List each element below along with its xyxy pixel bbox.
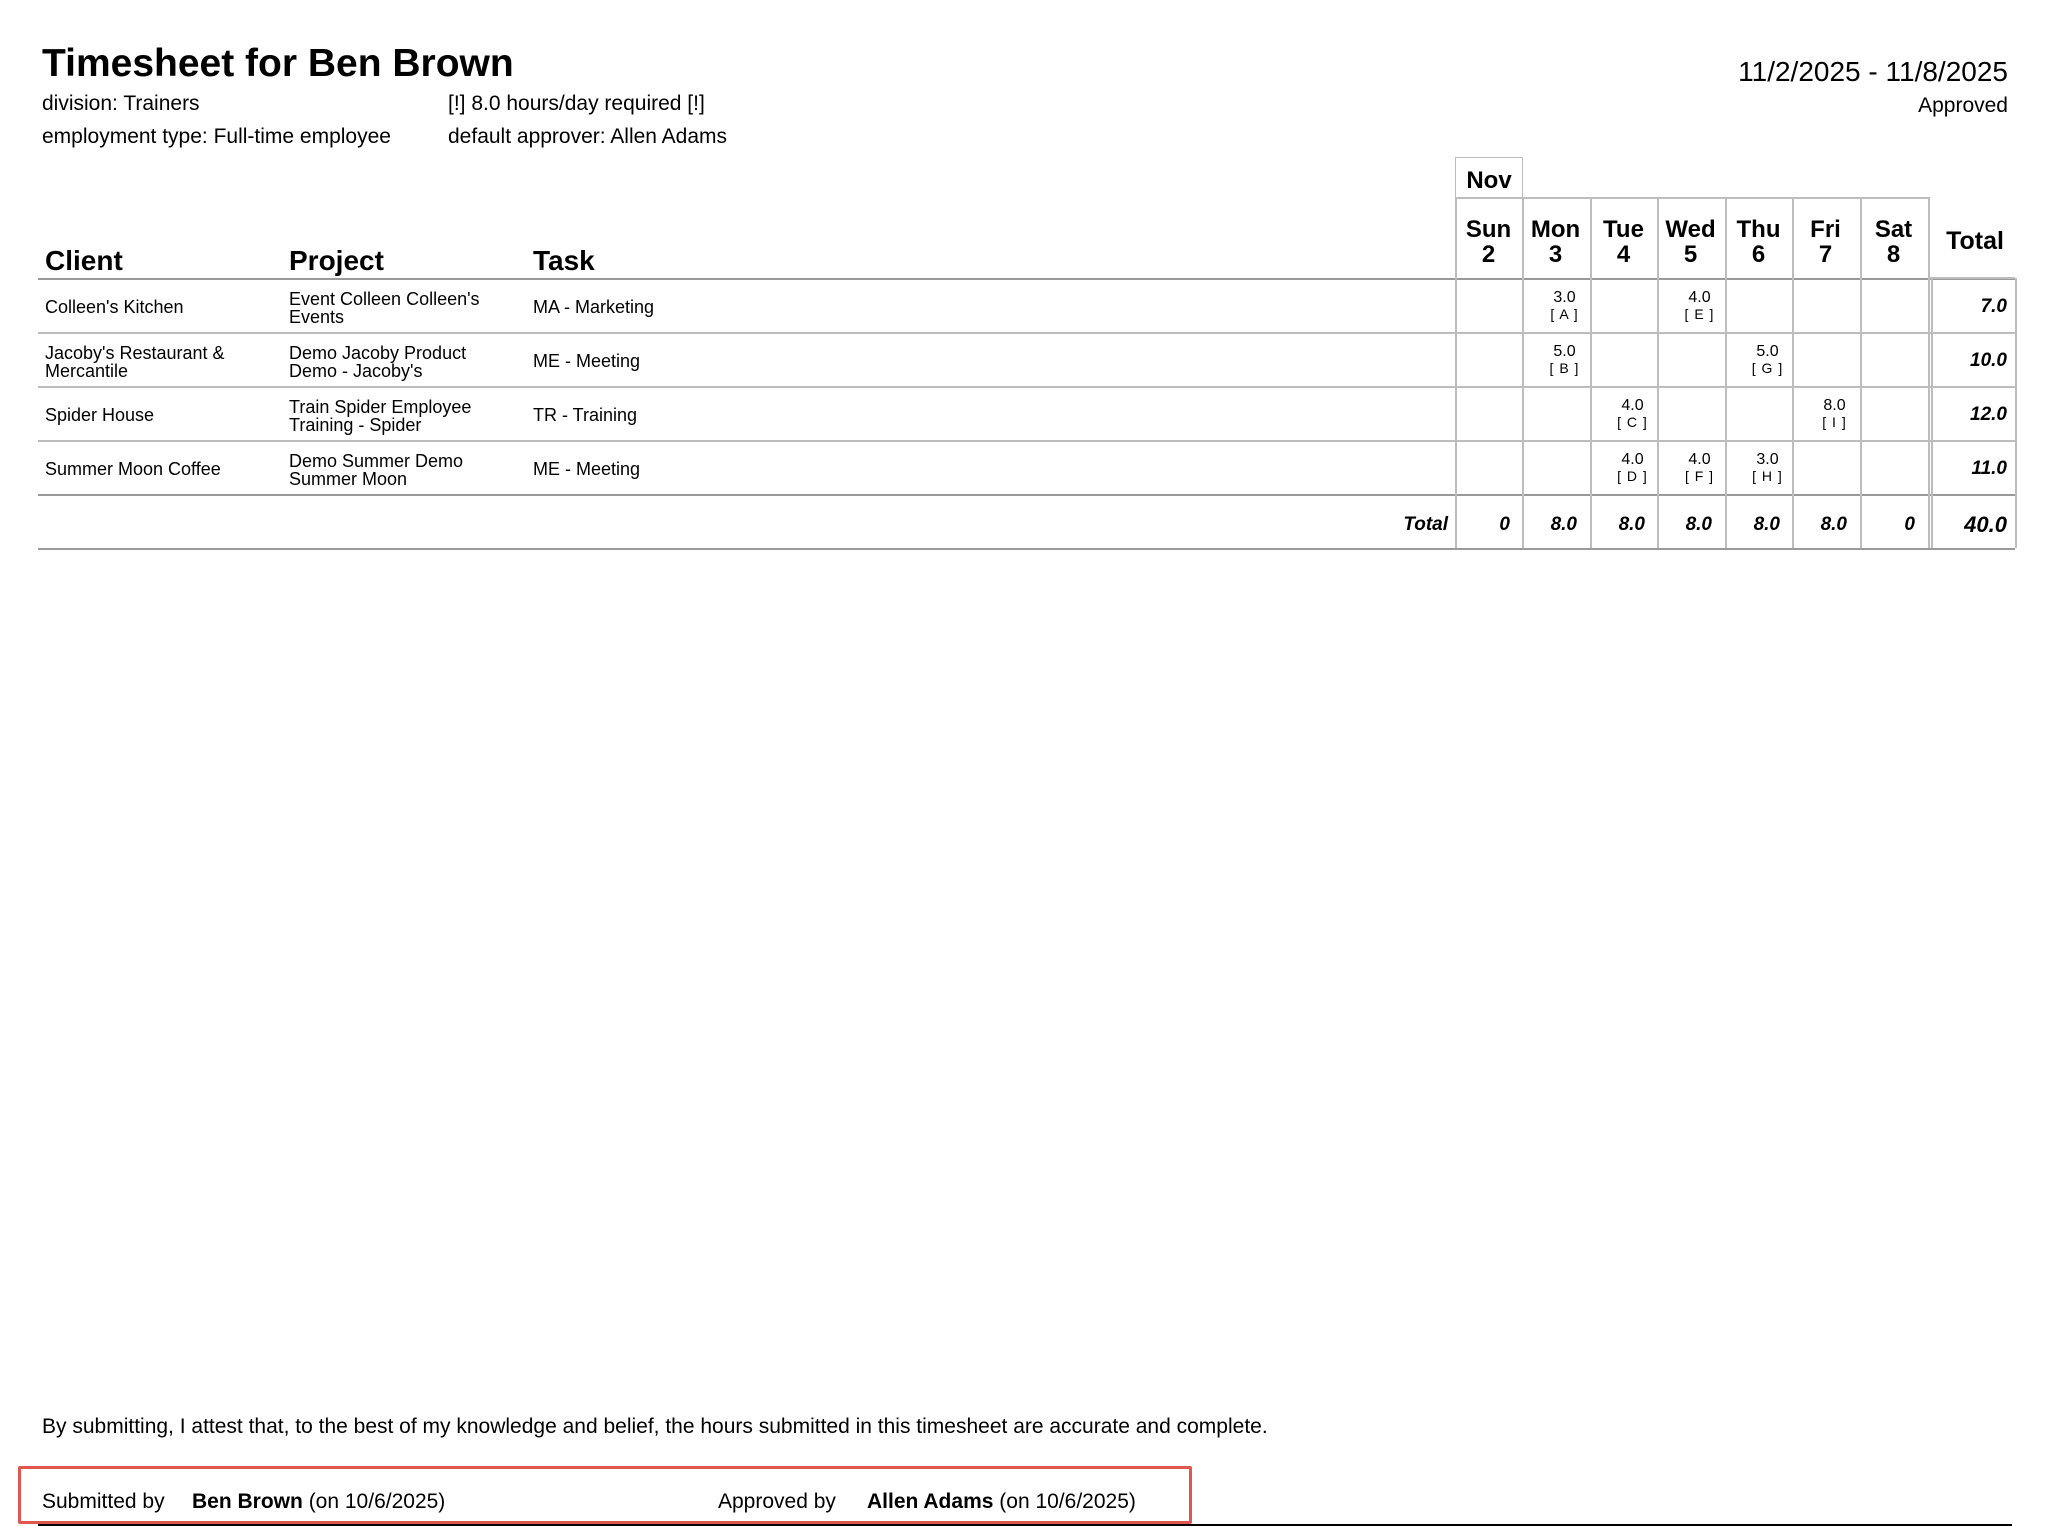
default-approver-label: default approver: Allen Adams — [448, 125, 728, 148]
day-name: Mon — [1530, 216, 1581, 243]
column-header-task: Task — [533, 245, 595, 276]
task-cell: ME - Meeting — [533, 459, 641, 479]
hours-value: 3.0 — [1553, 289, 1576, 306]
grid-vline — [2015, 278, 2017, 548]
client-cell: Jacoby's Restaurant & — [45, 343, 225, 363]
note-reference: [ I ] — [1822, 414, 1847, 430]
day-number: 7 — [1818, 241, 1833, 268]
note-reference: [ E ] — [1684, 306, 1715, 322]
grid-hline — [38, 494, 2015, 496]
day-number: 6 — [1751, 241, 1766, 268]
hours-cell[interactable] — [1610, 398, 1655, 430]
hours-value: 4.0 — [1621, 397, 1644, 414]
column-header-client: Client — [45, 245, 123, 276]
client-cell: Colleen's Kitchen — [45, 297, 184, 317]
note-reference: [ D ] — [1617, 468, 1648, 484]
client-cell: Mercantile — [45, 361, 129, 381]
day-name: Tue — [1603, 216, 1644, 243]
month-label: Nov — [1466, 167, 1512, 194]
employment-type-label: employment type: Full-time employee — [42, 125, 391, 148]
day-header-tue — [1590, 217, 1657, 267]
day-header-sat — [1860, 217, 1927, 267]
note-reference: [ A ] — [1550, 306, 1579, 322]
approved-on-date: (on 10/6/2025) — [999, 1490, 1136, 1513]
day-total: 8.0 — [1550, 514, 1577, 535]
hours-value: 4.0 — [1688, 451, 1711, 468]
hours-value: 5.0 — [1756, 343, 1779, 360]
approved-by-signature — [867, 1490, 1136, 1514]
grid-hline — [38, 278, 2015, 280]
row-total: 12.0 — [1970, 404, 2007, 425]
day-total: 8.0 — [1820, 514, 1847, 535]
hours-value: 4.0 — [1688, 289, 1711, 306]
hours-cell[interactable] — [1610, 452, 1655, 484]
hours-value: 4.0 — [1621, 451, 1644, 468]
day-name: Wed — [1665, 216, 1716, 243]
row-total: 10.0 — [1970, 350, 2007, 371]
submitted-by-signature — [192, 1490, 445, 1514]
grid-vline — [1590, 197, 1592, 548]
hours-value: 5.0 — [1553, 343, 1576, 360]
hours-cell[interactable] — [1542, 290, 1587, 322]
hours-cell[interactable] — [1812, 398, 1857, 430]
hours-cell[interactable] — [1745, 344, 1790, 376]
day-number: 2 — [1481, 241, 1496, 268]
grid-hline — [38, 386, 2015, 388]
day-name: Fri — [1810, 216, 1841, 243]
grid-hline — [1455, 197, 1928, 199]
hours-value: 8.0 — [1823, 397, 1846, 414]
division-label: division: Trainers — [42, 92, 200, 115]
project-cell: Demo Summer Demo — [289, 451, 464, 471]
day-total: 0 — [1904, 514, 1915, 535]
submitted-on-date: (on 10/6/2025) — [308, 1490, 446, 1513]
project-cell: Events — [289, 307, 345, 327]
day-header-thu — [1725, 217, 1792, 267]
column-header-total: Total — [1946, 227, 2004, 255]
grid-vline — [1928, 197, 1930, 548]
day-total: 0 — [1499, 514, 1510, 535]
grid-vline — [1455, 197, 1457, 548]
attestation-text: By submitting, I attest that, to the best of my knowledge and belief, the hours submitted in this timesheet are accurate and complete. — [42, 1415, 1268, 1438]
day-total: 8.0 — [1753, 514, 1780, 535]
row-total: 7.0 — [1980, 296, 2007, 317]
day-number: 5 — [1683, 241, 1698, 268]
day-total: 8.0 — [1685, 514, 1712, 535]
day-number: 4 — [1616, 241, 1631, 268]
note-reference: [ B ] — [1549, 360, 1580, 376]
approved-by-label: Approved by — [718, 1490, 836, 1513]
grid-vline — [1860, 197, 1862, 548]
grid-hline — [1928, 277, 2015, 279]
grid-hline — [38, 332, 2015, 334]
day-number: 8 — [1886, 241, 1901, 268]
grid-hline — [38, 440, 2015, 442]
day-name: Sat — [1874, 216, 1913, 243]
row-total: 11.0 — [1971, 458, 2007, 479]
grid-vline — [1522, 197, 1524, 548]
hours-cell[interactable] — [1677, 290, 1722, 322]
project-cell: Summer Moon — [289, 469, 408, 489]
submitted-by-name: Ben Brown — [192, 1490, 303, 1513]
note-reference: [ F ] — [1684, 468, 1715, 484]
project-cell: Training - Spider — [289, 415, 422, 435]
task-cell: ME - Meeting — [533, 351, 641, 371]
day-number: 3 — [1548, 241, 1563, 268]
task-cell: TR - Training — [533, 405, 638, 425]
date-range: 11/2/2025 - 11/8/2025 — [1738, 56, 2008, 87]
hours-required-warning: [!] 8.0 hours/day required [!] — [448, 92, 705, 115]
totals-row-label: Total — [1403, 514, 1448, 535]
project-cell: Demo Jacoby Product — [289, 343, 467, 363]
grid-vline — [1792, 197, 1794, 548]
day-name: Sun — [1465, 216, 1512, 243]
day-name: Thu — [1736, 216, 1781, 243]
hours-cell[interactable] — [1745, 452, 1790, 484]
day-header-wed — [1657, 217, 1724, 267]
grid-vline — [1725, 197, 1727, 548]
status-badge: Approved — [1918, 94, 2008, 117]
grand-total: 40.0 — [1964, 512, 2007, 537]
day-header-fri — [1792, 217, 1859, 267]
hours-cell[interactable] — [1677, 452, 1722, 484]
day-header-mon — [1522, 217, 1589, 267]
day-total: 8.0 — [1618, 514, 1645, 535]
day-header-sun — [1455, 217, 1522, 267]
page-title: Timesheet for Ben Brown — [42, 42, 514, 85]
note-reference: [ H ] — [1752, 468, 1783, 484]
task-cell: MA - Marketing — [533, 297, 655, 317]
hours-cell[interactable] — [1542, 344, 1587, 376]
column-header-project: Project — [289, 245, 384, 276]
hours-value: 3.0 — [1756, 451, 1779, 468]
project-cell: Demo - Jacoby's — [289, 361, 423, 381]
project-cell: Event Colleen Colleen's — [289, 289, 480, 309]
approved-by-name: Allen Adams — [867, 1490, 994, 1513]
client-cell: Spider House — [45, 405, 155, 425]
project-cell: Train Spider Employee — [289, 397, 472, 417]
note-reference: [ C ] — [1617, 414, 1648, 430]
grid-vline — [1657, 197, 1659, 548]
submitted-by-label: Submitted by — [42, 1490, 165, 1513]
client-cell: Summer Moon Coffee — [45, 459, 221, 479]
grid-hline — [38, 548, 2015, 550]
note-reference: [ G ] — [1751, 360, 1784, 376]
